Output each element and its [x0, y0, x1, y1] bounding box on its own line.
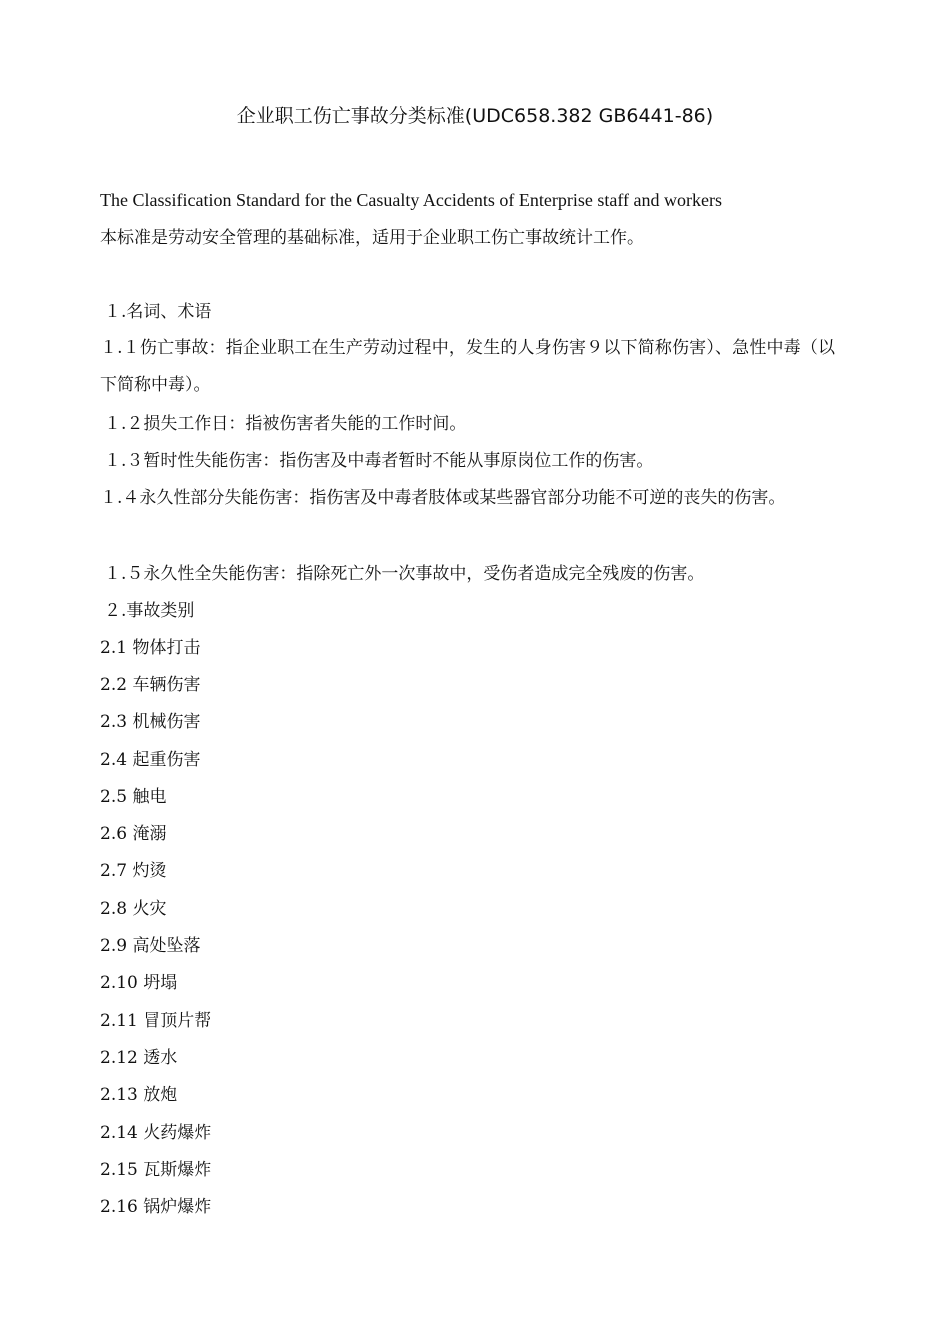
english-title: The Classification Standard for the Casualty Accidents of Enterprise staff and workers [100, 190, 722, 210]
term-1-3: １.３暂时性失能伤害：指伤害及中毒者暂时不能从事原岗位工作的伤害。 [104, 451, 654, 471]
section-heading-terms: １.名词、术语 [104, 302, 212, 322]
category-item: 2.3 机械伤害 [100, 712, 201, 732]
category-item: 2.13 放炮 [100, 1085, 178, 1105]
category-item: 2.4 起重伤害 [100, 750, 201, 770]
category-item: 2.7 灼烫 [100, 861, 167, 881]
intro-paragraph: 本标准是劳动安全管理的基础标准，适用于企业职工伤亡事故统计工作。 [100, 228, 644, 248]
category-item: 2.2 车辆伤害 [100, 675, 201, 695]
term-1-5: １.５永久性全失能伤害：指除死亡外一次事故中，受伤者造成完全残废的伤害。 [104, 564, 705, 584]
category-item: 2.6 淹溺 [100, 824, 167, 844]
category-item: 2.10 坍塌 [100, 973, 178, 993]
category-item: 2.12 透水 [100, 1048, 178, 1068]
term-1-1: １.１伤亡事故：指企业职工在生产劳动过程中，发生的人身伤害９以下简称伤害）、急性中毒（以下简称中毒）。 [100, 338, 835, 395]
term-1-4: １.４永久性部分失能伤害：指伤害及中毒者肢体或某些器官部分功能不可逆的丧失的伤害。 [100, 488, 786, 508]
term-1-2: １.２损失工作日：指被伤害者失能的工作时间。 [104, 414, 467, 434]
category-item: 2.16 锅炉爆炸 [100, 1197, 212, 1217]
category-item: 2.15 瓦斯爆炸 [100, 1160, 212, 1180]
document-title: 企业职工伤亡事故分类标准(UDC658.382 GB6441-86) [236, 105, 714, 127]
category-item: 2.14 火药爆炸 [100, 1123, 212, 1143]
category-item: 2.8 火灾 [100, 899, 167, 919]
section-heading-categories: ２.事故类别 [104, 601, 195, 621]
category-item: 2.1 物体打击 [100, 638, 201, 658]
category-item: 2.11 冒顶片帮 [100, 1011, 212, 1031]
category-item: 2.5 触电 [100, 787, 167, 807]
category-item: 2.9 高处坠落 [100, 936, 201, 956]
